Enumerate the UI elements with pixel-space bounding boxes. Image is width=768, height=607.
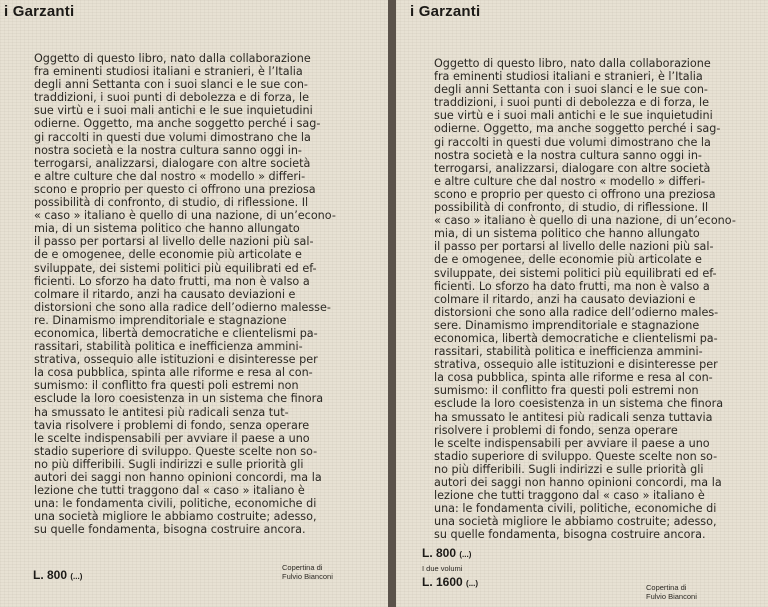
blurb-line: terrogarsi, analizzarsi, dialogare con altre società <box>434 161 711 175</box>
blurb-line: autori dei saggi non hanno opinioni concordi, ma la <box>34 471 322 484</box>
blurb-line: esclude la loro coesistenza in un sistema che finora <box>434 397 724 411</box>
cover-credit <box>282 563 333 581</box>
blurb-line: sue virtù e i suoi mali antichi e le sue inquietudini <box>34 104 313 118</box>
blurb-line: traddizioni, i suoi punti di debolezza e di forza, le <box>34 91 309 105</box>
blurb-line: ha smussato le antitesi più radicali senza tut- <box>34 405 289 419</box>
blurb-line: una: le fondamenta civili, politiche, economiche di <box>434 502 717 516</box>
blurb-line: sere. Dinamismo imprenditoriale e stagnazione <box>434 318 700 332</box>
blurb-line: scono e proprio per questo ci offrono una preziosa <box>434 187 716 201</box>
blurb-line: economica, libertà democratiche e clientelismi pa- <box>34 326 318 340</box>
blurb-line: no più differibili. Sugli indirizzi e sulle priorità gli <box>434 462 704 476</box>
blurb-line: Oggetto di questo libro, nato dalla collaborazione <box>434 57 711 70</box>
blurb-line: nostra società e la nostra cultura sanno oggi in- <box>34 143 302 157</box>
cover-credit <box>646 583 697 601</box>
blurb-line: stadio superiore di sviluppo. Queste scelte non so- <box>434 449 718 463</box>
blurb-line: odierne. Oggetto, ma anche soggetto perché i sag- <box>34 117 321 131</box>
blurb-line: lezione che tutti traggono dal « caso » italiano è <box>34 484 305 498</box>
right-back-cover <box>396 0 768 607</box>
blurb-line: strativa, ossequio alle istituzioni e disinteresse per <box>434 358 718 372</box>
price-label <box>422 546 471 560</box>
blurb-line: rassitari, stabilità politica e inefficienza ammini- <box>34 340 303 354</box>
blurb-line: possibilità di confronto, di studio, di riflessione. Il <box>34 196 309 210</box>
blurb-line: sumismo: il conflitto fra questi poli estremi non <box>434 384 699 398</box>
blurb-line: no più differibili. Sugli indirizzi e sulle priorità gli <box>34 457 304 471</box>
blurb-line: possibilità di confronto, di studio, di riflessione. Il <box>434 201 709 215</box>
credit-line-1: Copertina di <box>646 583 687 592</box>
blurb-line: economica, libertà democratiche e clientelismi pa- <box>434 331 718 345</box>
cover-gap <box>388 0 396 607</box>
blurb-line: rassitari, stabilità politica e inefficienza ammini- <box>434 345 703 359</box>
blurb-line: ficienti. Lo sforzo ha dato frutti, ma non è valso a <box>34 274 310 288</box>
blurb-text <box>434 57 759 541</box>
blurb-line: distorsioni che sono alla radice dell’odierno males- <box>434 305 719 319</box>
set-price-extra: (...) <box>466 579 479 588</box>
blurb-line: traddizioni, i suoi punti di debolezza e di forza, le <box>434 96 709 110</box>
blurb-line: la cosa pubblica, spinta alle riforme e resa al con- <box>434 371 713 385</box>
blurb-line: gi raccolti in questi due volumi dimostrano che la <box>434 135 711 149</box>
set-price-value: L. 1600 <box>422 575 463 589</box>
blurb-line: distorsioni che sono alla radice dell’odierno malesse- <box>34 300 331 314</box>
blurb-line: odierne. Oggetto, ma anche soggetto perché i sag- <box>434 122 721 136</box>
blurb-line: de e omogenee, delle economie più articolate e <box>434 253 702 267</box>
blurb-line: sumismo: il conflitto fra questi poli estremi non <box>34 379 299 393</box>
blurb-line: mia, di un sistema politico che hanno allungato <box>434 227 700 241</box>
blurb-line: esclude la loro coesistenza in un sistema che finora <box>34 392 324 406</box>
blurb-line: fra eminenti studiosi italiani e stranieri, è l’Italia <box>434 70 703 84</box>
price-value: L. 800 <box>33 568 68 582</box>
blurb-line: fra eminenti studiosi italiani e stranieri, è l’Italia <box>34 65 303 79</box>
credit-line-2: Fulvio Bianconi <box>646 592 697 601</box>
blurb-line: stadio superiore di sviluppo. Queste scelte non so- <box>34 444 318 458</box>
blurb-line: le scelte indispensabili per avviare il paese a uno <box>434 436 710 450</box>
price-extra: (...) <box>70 572 83 581</box>
blurb-line: una società migliore le abbiamo costruite; adesso, <box>434 515 717 529</box>
credit-line-1: Copertina di <box>282 563 323 572</box>
blurb-line: re. Dinamismo imprenditoriale e stagnazione <box>34 313 287 327</box>
blurb-line: mia, di un sistema politico che hanno allungato <box>34 222 300 236</box>
publisher-logo: i Garzanti <box>4 3 75 20</box>
blurb-line: terrogarsi, analizzarsi, dialogare con altre società <box>34 156 311 170</box>
blurb-line: e altre culture che dal nostro « modello » differi- <box>34 169 306 183</box>
price-extra: (...) <box>459 550 472 559</box>
blurb-line: una società migliore le abbiamo costruite; adesso, <box>34 510 317 524</box>
blurb-line: colmare il ritardo, anzi ha causato deviazioni e <box>34 287 296 301</box>
set-price-label <box>422 575 478 589</box>
blurb-line: e altre culture che dal nostro « modello » differi- <box>434 174 706 188</box>
blurb-line: sviluppate, dei sistemi politici più equilibrati ed ef- <box>34 261 317 275</box>
blurb-line: le scelte indispensabili per avviare il paese a uno <box>34 431 310 445</box>
blurb-line: il passo per portarsi al livello delle nazioni più sal- <box>434 240 714 254</box>
blurb-line: il passo per portarsi al livello delle nazioni più sal- <box>34 235 314 249</box>
blurb-line: « caso » italiano è quello di una nazione, di un’econo- <box>434 214 736 228</box>
blurb-line: strativa, ossequio alle istituzioni e disinteresse per <box>34 353 318 367</box>
blurb-line: risolvere i problemi di fondo, senza operare <box>434 423 678 437</box>
volumes-label: I due volumi <box>422 564 463 573</box>
blurb-line: sviluppate, dei sistemi politici più equilibrati ed ef- <box>434 266 717 280</box>
blurb-line: sue virtù e i suoi mali antichi e le sue inquietudini <box>434 109 713 123</box>
blurb-line: su quelle fondamenta, bisogna costruire ancora. <box>434 528 706 542</box>
blurb-line: la cosa pubblica, spinta alle riforme e resa al con- <box>34 366 313 380</box>
blurb-line: lezione che tutti traggono dal « caso » italiano è <box>434 489 705 503</box>
blurb-text <box>34 52 364 536</box>
blurb-line: ficienti. Lo sforzo ha dato frutti, ma non è valso a <box>434 279 710 293</box>
blurb-line: degli anni Settanta con i suoi slanci e le sue con- <box>434 83 708 97</box>
blurb-line: tavia risolvere i problemi di fondo, senza operare <box>34 418 310 432</box>
blurb-line: « caso » italiano è quello di una nazione, di un’econo- <box>34 209 336 223</box>
blurb-line: su quelle fondamenta, bisogna costruire ancora. <box>34 523 306 537</box>
price-label <box>33 568 82 582</box>
price-value: L. 800 <box>422 546 457 560</box>
blurb-line: degli anni Settanta con i suoi slanci e le sue con- <box>34 78 308 92</box>
blurb-line: una: le fondamenta civili, politiche, economiche di <box>34 497 317 511</box>
blurb-line: scono e proprio per questo ci offrono una preziosa <box>34 182 316 196</box>
blurb-line: nostra società e la nostra cultura sanno oggi in- <box>434 148 702 162</box>
publisher-logo: i Garzanti <box>410 3 481 20</box>
blurb-line: autori dei saggi non hanno opinioni concordi, ma la <box>434 476 722 489</box>
blurb-line: de e omogenee, delle economie più articolate e <box>34 248 302 262</box>
blurb-line: colmare il ritardo, anzi ha causato deviazioni e <box>434 292 696 306</box>
credit-line-2: Fulvio Bianconi <box>282 572 333 581</box>
blurb-line: gi raccolti in questi due volumi dimostrano che la <box>34 130 311 144</box>
blurb-line: ha smussato le antitesi più radicali senza tuttavia <box>434 410 713 424</box>
blurb-line: Oggetto di questo libro, nato dalla collaborazione <box>34 52 311 65</box>
